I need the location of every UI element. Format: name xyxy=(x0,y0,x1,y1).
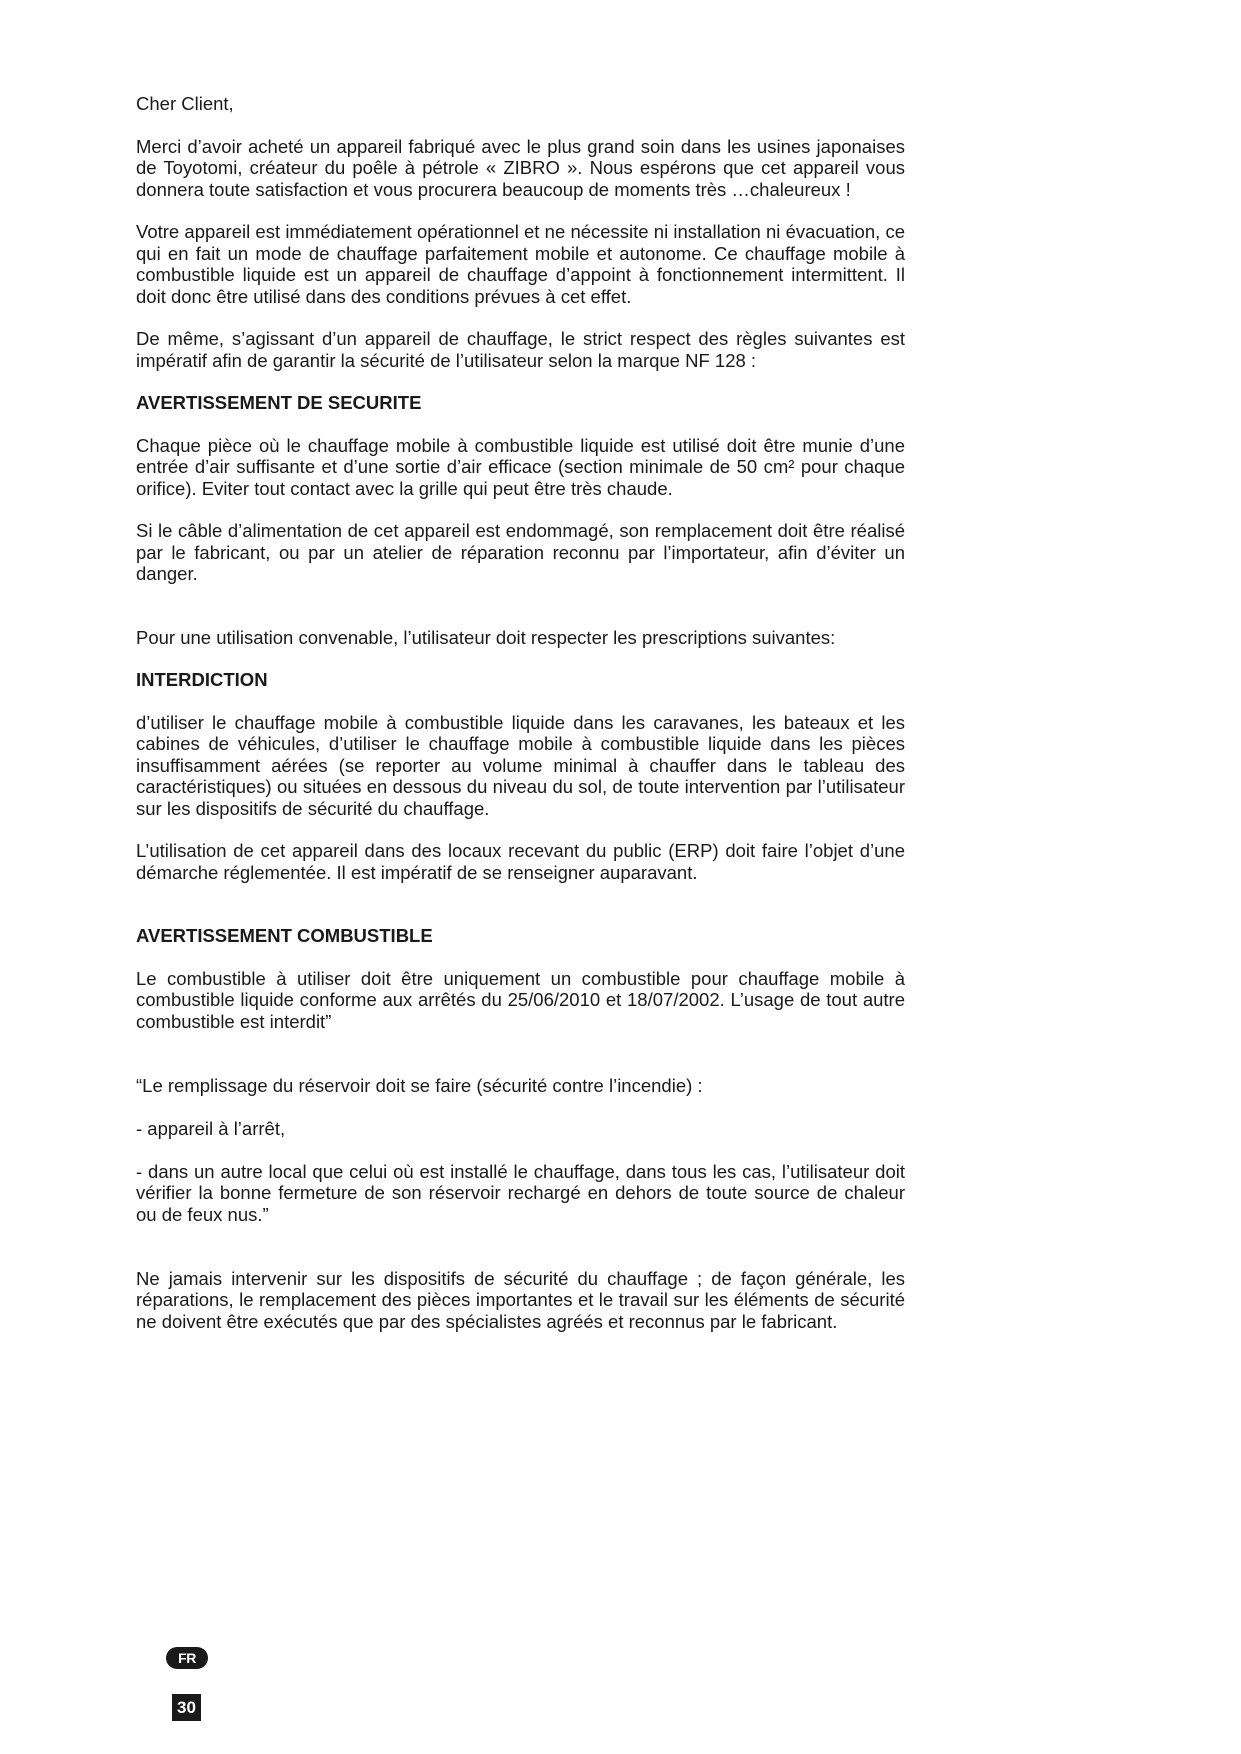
paragraph-repairs: Ne jamais intervenir sur les dispositifs de sécurité du chauffage ; de façon générale, les réparations, le remplacement des pièces importantes et le travail sur les éléments de sécurité ne doivent être exécutés que par des spécialistes agréés et reconnus par le fabricant. xyxy=(136,1267,905,1332)
language-badge: FR xyxy=(166,1647,208,1669)
refill-line-2: - appareil à l’arrêt, xyxy=(136,1117,286,1139)
paragraph-refill xyxy=(136,1053,905,1247)
heading-safety-warning: AVERTISSEMENT DE SECURITE xyxy=(136,392,422,413)
paragraph-rules: De même, s’agissant d’un appareil de chauffage, le strict respect des règles suivantes est impératif afin de garantir la sécurité de l’utilisateur selon la marque NF 128 : xyxy=(136,328,905,371)
heading-interdiction: INTERDICTION xyxy=(136,669,268,690)
spacer xyxy=(136,606,905,627)
paragraph-intro: Merci d’avoir acheté un appareil fabriqué avec le plus grand soin dans les usines japonaises de Toyotomi, créateur du poêle à pétrole « ZIBRO ». Nous espérons que cet appareil vous donnera toute satisfaction et vous procurera beaucoup de moments très …chaleureux ! xyxy=(136,135,905,200)
document-body xyxy=(136,93,905,1353)
greeting: Cher Client, xyxy=(136,93,234,114)
paragraph-operation: Votre appareil est immédiatement opérationnel et ne nécessite ni installation ni évacuation, ce qui en fait un mode de chauffage parfaitement mobile et autonome. Ce chauffage mobile à combustible liquide est un appareil de chauffage d’appoint à fonctionnement intermittent. Il doit donc être utilisé dans des conditions prévues à cet effet. xyxy=(136,221,905,307)
refill-line-1: “Le remplissage du réservoir doit se faire (sécurité contre l’incendie) : xyxy=(136,1074,703,1096)
paragraph-power-cable: Si le câble d’alimentation de cet appareil est endommagé, son remplacement doit être réalisé par le fabricant, ou par un atelier de réparation reconnu par l’importateur, afin d’éviter un danger. xyxy=(136,520,905,584)
refill-line-3: - dans un autre local que celui où est installé le chauffage, dans tous les cas, l’utilisateur doit vérifier la bonne fermeture de son réservoir rechargé en dehors de toute source de chaleur ou de feux nus.” xyxy=(136,1160,905,1225)
paragraph-ventilation: Chaque pièce où le chauffage mobile à combustible liquide est utilisé doit être munie d’une entrée d’air suffisante et d’une sortie d’air efficace (section minimale de 50 cm² pour chaque orifice). Eviter tout contact avec la grille qui peut être très chaude. xyxy=(136,434,905,499)
paragraph-fuel: Le combustible à utiliser doit être uniquement un combustible pour chauffage mobile à combustible liquide conforme aux arrêtés du 25/06/2010 et 18/07/2002. L’usage de tout autre combustible est interdit” xyxy=(136,967,905,1032)
paragraph-prohibited-use: d’utiliser le chauffage mobile à combustible liquide dans les caravanes, les bateaux et les cabines de véhicules, d’utiliser le chauffage mobile à combustible liquide dans les pièces insuffisamment aérées (se reporter au volume minimal à chauffer dans le tableau des caractéristiques) ou situées en dessous du niveau du sol, de toute intervention par l’utilisateur sur les dispositifs de sécurité du chauffage. xyxy=(136,711,905,819)
paragraph-prescriptions: Pour une utilisation convenable, l’utilisateur doit respecter les prescriptions suivantes: xyxy=(136,626,836,648)
page-number: 30 xyxy=(172,1694,201,1721)
paragraph-erp: L’utilisation de cet appareil dans des locaux recevant du public (ERP) doit faire l’objet d’une démarche réglementée. Il est impératif de se renseigner auparavant. xyxy=(136,840,905,883)
spacer xyxy=(136,904,905,925)
heading-fuel-warning: AVERTISSEMENT COMBUSTIBLE xyxy=(136,925,433,946)
